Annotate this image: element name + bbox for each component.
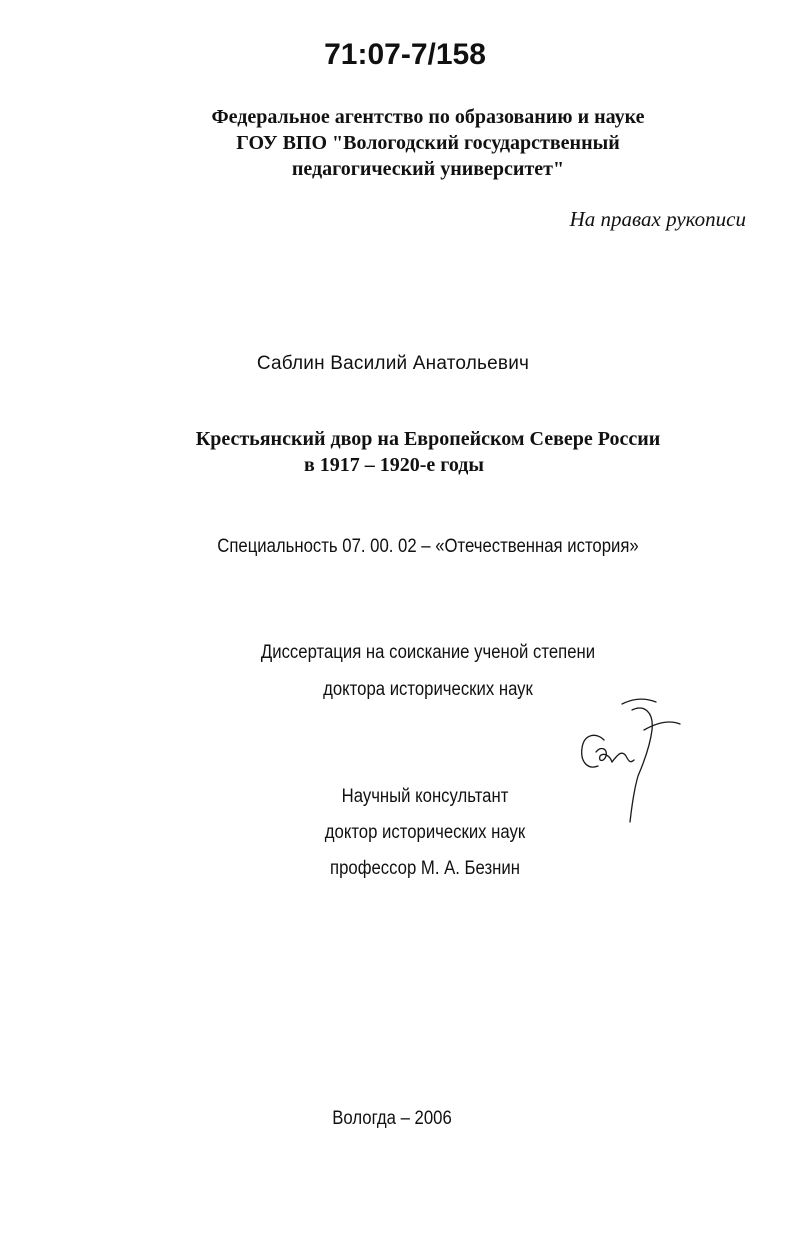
title-line-2: в 1917 – 1920-е годы	[303, 454, 485, 476]
institution-line-1: Федеральное агентство по образованию и науке	[211, 106, 645, 128]
catalog-number: 71:07-7/158	[324, 38, 486, 71]
consultant-line-3: профессор М. А. Безнин	[330, 858, 520, 879]
title-line-1: Крестьянский двор на Европейском Севере России	[195, 428, 661, 450]
consultant-line-1: Научный консультант	[341, 786, 509, 807]
dissertation-line-2: доктора исторических наук	[323, 679, 533, 700]
institution-line-2: ГОУ ВПО "Вологодский государственный	[236, 132, 620, 154]
institution-line-3: педагогический университет"	[291, 158, 565, 180]
specialty: Специальность 07. 00. 02 – «Отечественная история»	[217, 536, 639, 557]
author-name: Саблин Василий Анатольевич	[256, 353, 530, 374]
signature	[574, 690, 684, 830]
place-year: Вологда – 2006	[332, 1108, 452, 1129]
dissertation-line-1: Диссертация на соискание ученой степени	[260, 642, 596, 663]
manuscript-note: На правах рукописи	[569, 207, 746, 231]
consultant-line-2: доктор исторических наук	[324, 822, 526, 843]
